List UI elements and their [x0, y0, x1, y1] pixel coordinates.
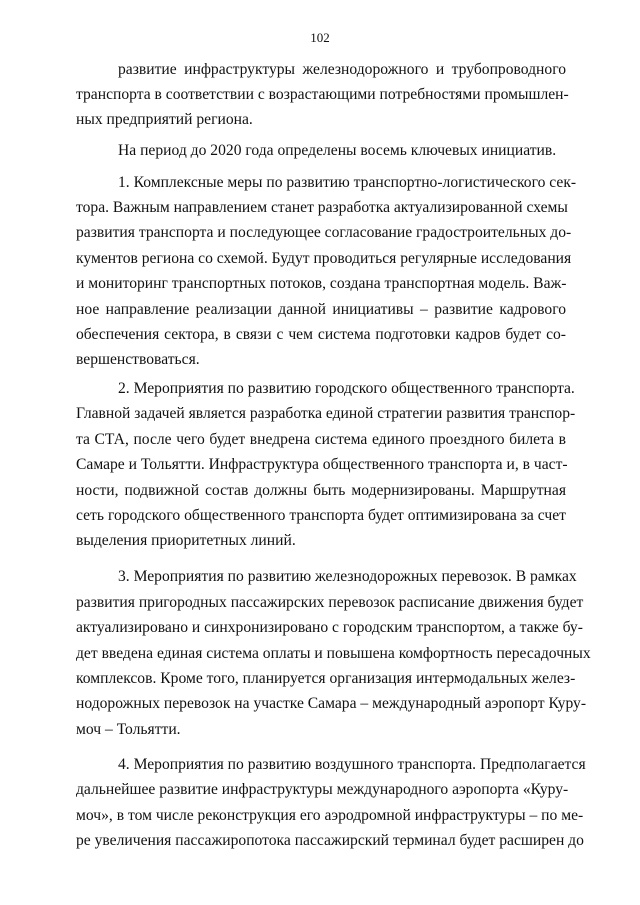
text-line: ных предприятий региона.: [76, 111, 253, 128]
text-line: Главной задачей является разработка единой стратегии развития транспор-: [76, 405, 576, 422]
text-line: 4. Мероприятия по развитию воздушного транспорта. Предполагается: [118, 756, 586, 773]
text-line: моч», в том числе реконструкция его аэродромной инфраструктуры – по ме-: [76, 807, 584, 824]
text-line: На период до 2020 года определены восемь ключевых инициатив.: [118, 142, 557, 159]
text-line: дальнейшее развитие инфраструктуры международного аэропорта «Куру-: [76, 781, 569, 798]
text-line: выделения приоритетных линий.: [76, 532, 296, 549]
text-line: ное направление реализации данной инициативы – развитие кадрового: [76, 301, 566, 318]
text-line: развитие инфраструктуры железнодорожного и трубопроводного: [118, 61, 566, 78]
text-line: 3. Мероприятия по развитию железнодорожных перевозок. В рамках: [118, 568, 577, 585]
page-number: 102: [310, 30, 330, 45]
text-line: актуализировано и синхронизировано с городским транспортом, а также бу-: [76, 619, 583, 636]
text-line: транспорта в соответствии с возрастающими потребностями промышлен-: [76, 86, 569, 103]
text-line: тора. Важным направлением станет разработка актуализированной схемы: [76, 199, 568, 216]
text-line: комплексов. Кроме того, планируется организация интермодальных желез-: [76, 670, 576, 687]
text-line: Самаре и Тольятти. Инфраструктура общественного транспорта и, в част-: [76, 456, 568, 473]
text-line: вершенствоваться.: [76, 351, 200, 368]
text-line: обеспечения сектора, в связи с чем система подготовки кадров будет со-: [76, 326, 566, 343]
text-line: кументов региона со схемой. Будут проводиться регулярные исследования: [76, 250, 572, 267]
text-line: ре увеличения пассажиропотока пассажирский терминал будет расширен до: [76, 832, 584, 849]
text-line: та СТА, после чего будет внедрена система единого проездного билета в: [76, 431, 566, 448]
text-line: развития пригородных пассажирских перевозок расписание движения будет: [76, 594, 584, 611]
text-line: развития транспорта и последующее согласование градостроительных до-: [76, 224, 572, 241]
text-line: и мониторинг транспортных потоков, создана транспортная модель. Важ-: [76, 275, 567, 292]
text-line: 2. Мероприятия по развитию городского общественного транспорта.: [118, 380, 575, 397]
text-line: дет введена единая система оплаты и повышена комфортность пересадочных: [76, 645, 591, 662]
text-line: 1. Комплексные меры по развитию транспортно-логистического сек-: [118, 174, 577, 191]
text-line: моч – Тольятти.: [76, 721, 181, 738]
text-line: сеть городского общественного транспорта будет оптимизирована за счет: [76, 507, 566, 524]
text-line: ности, подвижной состав должны быть модернизированы. Маршрутная: [76, 482, 566, 499]
text-line: нодорожных перевозок на участке Самара – международный аэропорт Куру-: [76, 695, 587, 712]
